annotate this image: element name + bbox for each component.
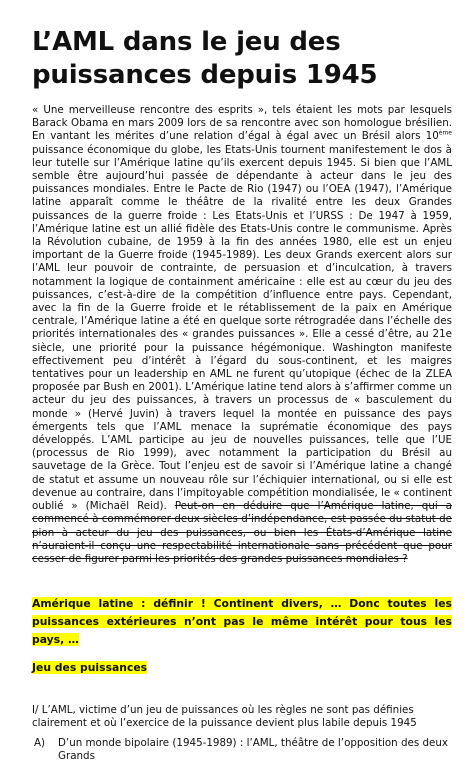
subsection-a — [32, 737, 452, 763]
section-heading: I/ L’AML, victime d’un jeu de puissances où les règles ne sont pas définies clairement et où l’exercice de la puissance devient plus labile depuis 1945 — [32, 704, 417, 730]
highlight-keyword-block — [32, 658, 452, 676]
subsection-letter: A) — [34, 736, 46, 749]
intro-text-part1: « Une merveilleuse rencontre des esprits », tels étaient les mots par lesquels Barack Obama en mars 2009 lors de sa rencontre avec son homologue brésilien. En vantant les mérites d’une relation d’égal à égal avec un Brésil alors 10 — [32, 104, 452, 143]
highlight-keyword: Jeu des puissances — [32, 661, 148, 675]
intro-paragraph — [32, 104, 452, 566]
struck-question: Peut-on en déduire que l’Amérique latine, qui a commencé à commémorer deux siècles d’indépendance, est passée du statut de pion à acteur du jeu des puissances, ou bien les États-d’Amérique latine n’auraient-il conçu une respectabilité internationale sans précédent que pour cesser de figurer parmi les priorités des grandes puissances mondiales ? — [32, 500, 453, 565]
highlight-note — [32, 594, 452, 648]
intro-text-part2: puissance économique du globe, les Etats-Unis tournent manifestement le dos à leur tutelle sur l’Amérique latine qu’ils exercent depuis 1945. Si bien que l’AML semble être aujourd’hui passée de dépendante à acteur dans le jeu des puissances mondiales. Entre le Pacte de Rio (1947) ou l’OEA (1947), l’Amérique latine apparaît comme le théâtre de la rivalité entre les deux Grandes puissances de la guerre froide : Les Etats-Unis et l’URSS : De 1947 à 1959, l’Amérique latine est un allié fidèle des Etats-Unis contre le communisme. Après la Révolution cubaine, de 1959 à la fin des années 1980, elle est un enjeu important de la Guerre froide (1945-1989). Les deux Grands exercent alors sur l’AML leur pouvoir de contrainte, de persuasion et d’inculcation, à travers notamment la logique de containment américaine : elle est au cœur du jeu des puissances, c’est-à-dire de la compétition d’influence entre pays. Cependant, avec la fin de la Guerre froide et le rétablissement de la paix en Amérique centrale, l’Amérique latine a été en quelque sorte rétrogradée dans l’échelle des priorités internationales des « grandes puissances ». Elle a cessé d’être, au 21e siècle, une priorité pour la puissance hégémonique. Washington manifeste effectivement peu d’intérêt à l’égard du sous-continent, et les maigres tentatives pour un leadership en AML ne furent qu’utopique (échec de la ZLEA proposée par Bush en 2001). L’Amérique latine tend alors à s’affirmer comme un acteur du jeu des puissances, à travers un processus de « basculement du monde » (Hervé Juvin) à travers lequel la montée en puissance des pays émergents tels que l’AML menace la suprématie économique des pays développés. L’AML participe au jeu de nouvelles puissances, telle que l’UE (processus de Rio 1999), avec notamment la participation du Brésil au sauvetage de la Grèce. Tout l’enjeu est de savoir si l’Amérique latine a changé de statut et assume un nouveau rôle sur l’échiquier international, ou si elle est devenue au contraire, dans l’impitoyable compétition mondialisée, le « continent oublié » (Michaël Reid). — [32, 143, 452, 513]
highlight-definition: Amérique latine : définir ! Continent divers, … Donc toutes les puissances extérieures n’ont pas le même intérêt pour tous les pays, … — [32, 597, 452, 647]
document-title: L’AML dans le jeu des puissances depuis 1945 — [32, 27, 378, 90]
subsection-title: D’un monde bipolaire (1945-1989) : l’AML, théâtre de l’opposition des deux Grands — [58, 736, 448, 762]
superscript-ordinal: ème — [438, 129, 452, 137]
